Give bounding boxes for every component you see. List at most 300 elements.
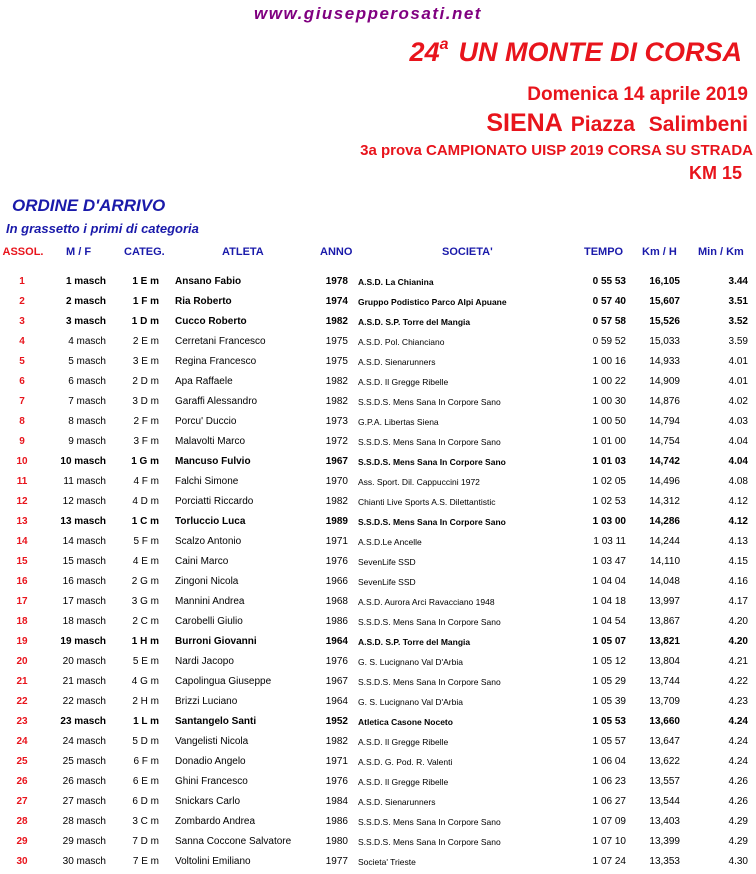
result-minkm: 4.08 bbox=[728, 476, 748, 487]
result-year: 1975 bbox=[325, 336, 348, 347]
result-year: 1976 bbox=[325, 556, 348, 567]
result-gender-rank: 5 masch bbox=[68, 356, 106, 367]
results-header bbox=[0, 246, 756, 262]
result-time: 1 05 57 bbox=[592, 736, 626, 747]
result-minkm: 4.23 bbox=[728, 696, 748, 707]
result-minkm: 4.12 bbox=[728, 496, 748, 507]
result-position: 7 bbox=[19, 396, 25, 407]
result-category: 6 F m bbox=[133, 756, 159, 767]
result-position: 6 bbox=[19, 376, 25, 387]
result-minkm: 4.13 bbox=[728, 536, 748, 547]
result-category: 5 F m bbox=[133, 536, 159, 547]
result-category: 2 F m bbox=[133, 416, 159, 427]
table-row bbox=[0, 752, 756, 772]
result-minkm: 4.26 bbox=[728, 776, 748, 787]
result-position: 17 bbox=[16, 596, 28, 607]
result-society: SevenLife SSD bbox=[358, 577, 416, 587]
result-time: 1 05 53 bbox=[592, 716, 626, 727]
result-time: 1 02 53 bbox=[592, 496, 626, 507]
result-category: 6 D m bbox=[132, 796, 159, 807]
result-kmh: 14,048 bbox=[649, 576, 680, 587]
result-kmh: 13,647 bbox=[649, 736, 680, 747]
result-gender-rank: 11 masch bbox=[63, 476, 106, 487]
result-society: S.S.D.S. Mens Sana In Corpore Sano bbox=[358, 457, 506, 467]
result-category: 1 C m bbox=[131, 516, 159, 527]
result-gender-rank: 16 masch bbox=[62, 576, 106, 587]
table-row bbox=[0, 652, 756, 672]
result-minkm: 4.16 bbox=[728, 576, 748, 587]
table-row bbox=[0, 392, 756, 412]
col-mf: M / F bbox=[66, 246, 92, 258]
result-time: 1 04 18 bbox=[592, 596, 626, 607]
result-time: 1 03 11 bbox=[593, 536, 626, 547]
result-athlete: Sanna Coccone Salvatore bbox=[175, 836, 292, 847]
result-gender-rank: 4 masch bbox=[68, 336, 106, 347]
result-kmh: 14,110 bbox=[650, 556, 680, 567]
result-gender-rank: 20 masch bbox=[62, 656, 106, 667]
championship-label: 3a prova CAMPIONATO UISP 2019 CORSA SU STRADA bbox=[360, 142, 753, 159]
result-kmh: 13,557 bbox=[649, 776, 680, 787]
result-year: 1952 bbox=[325, 716, 348, 727]
table-row bbox=[0, 512, 756, 532]
table-row bbox=[0, 592, 756, 612]
result-athlete: Capolingua Giuseppe bbox=[175, 676, 272, 687]
race-date: Domenica 14 aprile 2019 bbox=[527, 84, 748, 105]
result-gender-rank: 3 masch bbox=[65, 316, 106, 327]
result-minkm: 3.44 bbox=[728, 276, 748, 287]
table-row bbox=[0, 472, 756, 492]
table-row bbox=[0, 672, 756, 692]
result-minkm: 4.29 bbox=[728, 836, 748, 847]
result-gender-rank: 25 masch bbox=[62, 756, 106, 767]
result-gender-rank: 21 masch bbox=[62, 676, 106, 687]
result-time: 1 00 16 bbox=[592, 356, 626, 367]
col-kmh: Km / H bbox=[642, 246, 677, 258]
result-society: S.S.D.S. Mens Sana In Corpore Sano bbox=[358, 397, 501, 407]
result-time: 1 07 10 bbox=[592, 836, 626, 847]
result-position: 13 bbox=[16, 516, 28, 527]
result-society: Atletica Casone Noceto bbox=[358, 717, 453, 727]
result-athlete: Apa Raffaele bbox=[175, 376, 233, 387]
result-gender-rank: 18 masch bbox=[62, 616, 106, 627]
table-row bbox=[0, 312, 756, 332]
result-society: A.S.D. La Chianina bbox=[358, 277, 434, 287]
result-time: 1 07 09 bbox=[592, 816, 626, 827]
result-athlete: Donadio Angelo bbox=[175, 756, 246, 767]
result-athlete: Brizzi Luciano bbox=[175, 696, 238, 707]
result-year: 1976 bbox=[325, 776, 348, 787]
result-time: 1 02 05 bbox=[592, 476, 626, 487]
result-society: G. S. Lucignano Val D'Arbia bbox=[358, 697, 463, 707]
result-position: 16 bbox=[16, 576, 28, 587]
result-time: 0 57 58 bbox=[592, 316, 626, 327]
result-minkm: 4.30 bbox=[728, 856, 748, 867]
table-row bbox=[0, 412, 756, 432]
table-row bbox=[0, 812, 756, 832]
result-minkm: 3.59 bbox=[728, 336, 748, 347]
result-kmh: 14,794 bbox=[649, 416, 680, 427]
result-athlete: Porcu' Duccio bbox=[175, 416, 237, 427]
result-position: 5 bbox=[19, 356, 25, 367]
result-kmh: 13,821 bbox=[649, 636, 680, 647]
result-time: 1 01 03 bbox=[592, 456, 626, 467]
result-category: 4 D m bbox=[132, 496, 159, 507]
result-society: A.S.D. Sienarunners bbox=[358, 357, 436, 367]
result-time: 1 06 04 bbox=[592, 756, 626, 767]
result-year: 1966 bbox=[325, 576, 348, 587]
result-category: 5 D m bbox=[132, 736, 159, 747]
result-category: 4 F m bbox=[133, 476, 159, 487]
result-time: 1 06 27 bbox=[592, 796, 626, 807]
result-year: 1971 bbox=[325, 536, 348, 547]
result-society: A.S.D. G. Pod. R. Valenti bbox=[358, 757, 453, 767]
result-athlete: Santangelo Santi bbox=[175, 716, 257, 727]
result-position: 21 bbox=[16, 676, 28, 687]
result-gender-rank: 28 masch bbox=[62, 816, 106, 827]
result-minkm: 4.17 bbox=[728, 596, 748, 607]
result-gender-rank: 23 masch bbox=[60, 716, 106, 727]
result-kmh: 13,867 bbox=[649, 616, 680, 627]
result-kmh: 14,754 bbox=[649, 436, 680, 447]
result-position: 28 bbox=[16, 816, 28, 827]
result-gender-rank: 14 masch bbox=[62, 536, 106, 547]
race-name: UN MONTE DI CORSA bbox=[458, 37, 742, 67]
result-position: 27 bbox=[16, 796, 28, 807]
result-kmh: 13,709 bbox=[649, 696, 680, 707]
result-year: 1967 bbox=[325, 676, 348, 687]
result-position: 20 bbox=[16, 656, 28, 667]
result-category: 3 G m bbox=[131, 596, 159, 607]
result-minkm: 4.21 bbox=[728, 656, 748, 667]
result-athlete: Cerretani Francesco bbox=[175, 336, 266, 347]
result-year: 1972 bbox=[325, 436, 348, 447]
result-kmh: 14,909 bbox=[649, 376, 680, 387]
result-minkm: 4.15 bbox=[728, 556, 748, 567]
result-gender-rank: 15 masch bbox=[62, 556, 106, 567]
result-athlete: Cucco Roberto bbox=[175, 316, 247, 327]
result-category: 1 H m bbox=[131, 636, 159, 647]
result-kmh: 14,876 bbox=[649, 396, 680, 407]
result-year: 1984 bbox=[325, 796, 348, 807]
result-category: 4 E m bbox=[132, 556, 159, 567]
result-gender-rank: 29 masch bbox=[62, 836, 106, 847]
result-year: 1974 bbox=[325, 296, 348, 307]
result-position: 1 bbox=[19, 276, 25, 287]
result-kmh: 13,353 bbox=[649, 856, 680, 867]
result-kmh: 15,526 bbox=[649, 316, 680, 327]
result-year: 1982 bbox=[325, 376, 348, 387]
table-row bbox=[0, 452, 756, 472]
result-category: 1 E m bbox=[132, 276, 159, 287]
result-time: 1 06 23 bbox=[592, 776, 626, 787]
result-society: A.S.D. Aurora Arci Ravacciano 1948 bbox=[358, 597, 495, 607]
result-position: 4 bbox=[19, 336, 25, 347]
result-category: 2 C m bbox=[132, 616, 159, 627]
table-row bbox=[0, 732, 756, 752]
result-category: 2 E m bbox=[132, 336, 159, 347]
result-category: 6 E m bbox=[132, 776, 159, 787]
result-category: 3 C m bbox=[132, 816, 159, 827]
result-category: 2 D m bbox=[132, 376, 159, 387]
result-kmh: 15,033 bbox=[649, 336, 680, 347]
result-society: Chianti Live Sports A.S. Dilettantistic bbox=[358, 497, 496, 507]
result-position: 15 bbox=[16, 556, 28, 567]
result-kmh: 13,399 bbox=[649, 836, 680, 847]
result-society: A.S.D.Le Ancelle bbox=[358, 537, 422, 547]
result-minkm: 4.24 bbox=[728, 756, 748, 767]
race-place: Piazza Salimbeni bbox=[570, 113, 748, 136]
edition-superscript: a bbox=[439, 36, 449, 53]
result-time: 1 05 07 bbox=[592, 636, 626, 647]
result-category: 5 E m bbox=[132, 656, 159, 667]
result-gender-rank: 26 masch bbox=[62, 776, 106, 787]
table-row bbox=[0, 432, 756, 452]
result-year: 1986 bbox=[325, 816, 348, 827]
result-kmh: 13,804 bbox=[649, 656, 680, 667]
result-athlete: Snickars Carlo bbox=[175, 796, 241, 807]
result-minkm: 4.20 bbox=[728, 636, 748, 647]
result-position: 25 bbox=[16, 756, 28, 767]
result-time: 0 57 40 bbox=[592, 296, 626, 307]
table-row bbox=[0, 692, 756, 712]
result-kmh: 16,105 bbox=[649, 276, 680, 287]
result-position: 24 bbox=[16, 736, 28, 747]
result-time: 0 55 53 bbox=[592, 276, 626, 287]
result-society: A.S.D. S.P. Torre del Mangia bbox=[358, 637, 471, 647]
result-year: 1967 bbox=[325, 456, 348, 467]
table-row bbox=[0, 832, 756, 852]
result-kmh: 13,997 bbox=[649, 596, 680, 607]
col-year: ANNO bbox=[320, 246, 353, 258]
result-year: 1978 bbox=[325, 276, 348, 287]
result-year: 1982 bbox=[325, 396, 348, 407]
result-year: 1975 bbox=[325, 356, 348, 367]
result-athlete: Falchi Simone bbox=[175, 476, 239, 487]
result-society: A.S.D. Sienarunners bbox=[358, 797, 436, 807]
result-minkm: 3.51 bbox=[728, 296, 748, 307]
result-society: A.S.D. S.P. Torre del Mangia bbox=[358, 317, 471, 327]
result-position: 3 bbox=[19, 316, 25, 327]
result-society: Ass. Sport. Dil. Cappuccini 1972 bbox=[358, 477, 480, 487]
result-minkm: 4.22 bbox=[728, 676, 748, 687]
result-kmh: 14,933 bbox=[649, 356, 680, 367]
result-minkm: 4.01 bbox=[728, 356, 748, 367]
result-society: A.S.D. Pol. Chianciano bbox=[358, 337, 445, 347]
table-row bbox=[0, 792, 756, 812]
result-year: 1986 bbox=[325, 616, 348, 627]
result-time: 1 03 47 bbox=[592, 556, 626, 567]
result-category: 3 F m bbox=[133, 436, 159, 447]
table-row bbox=[0, 772, 756, 792]
result-category: 7 E m bbox=[132, 856, 159, 867]
result-position: 9 bbox=[19, 436, 25, 447]
result-gender-rank: 9 masch bbox=[68, 436, 106, 447]
result-society: SevenLife SSD bbox=[358, 557, 416, 567]
result-athlete: Ria Roberto bbox=[175, 296, 232, 307]
result-year: 1971 bbox=[325, 756, 348, 767]
result-year: 1976 bbox=[325, 656, 348, 667]
col-minkm: Min / Km bbox=[698, 246, 744, 258]
result-athlete: Porciatti Riccardo bbox=[175, 496, 254, 507]
result-position: 14 bbox=[16, 536, 28, 547]
result-position: 12 bbox=[16, 496, 28, 507]
result-kmh: 13,660 bbox=[649, 716, 680, 727]
result-time: 1 00 50 bbox=[592, 416, 626, 427]
result-position: 8 bbox=[19, 416, 25, 427]
result-athlete: Mannini Andrea bbox=[175, 596, 245, 607]
result-gender-rank: 2 masch bbox=[65, 296, 106, 307]
result-year: 1980 bbox=[325, 836, 348, 847]
result-minkm: 4.26 bbox=[728, 796, 748, 807]
result-kmh: 13,744 bbox=[649, 676, 680, 687]
result-athlete: Burroni Giovanni bbox=[175, 636, 257, 647]
result-year: 1964 bbox=[325, 636, 348, 647]
result-athlete: Voltolini Emiliano bbox=[175, 856, 251, 867]
result-athlete: Scalzo Antonio bbox=[175, 536, 242, 547]
result-time: 1 04 04 bbox=[592, 576, 626, 587]
result-position: 30 bbox=[16, 856, 28, 867]
table-row bbox=[0, 572, 756, 592]
result-year: 1982 bbox=[325, 316, 348, 327]
result-gender-rank: 1 masch bbox=[65, 276, 106, 287]
result-athlete: Malavolti Marco bbox=[175, 436, 246, 447]
result-athlete: Ansano Fabio bbox=[175, 276, 242, 287]
result-athlete: Mancuso Fulvio bbox=[175, 456, 251, 467]
table-row bbox=[0, 352, 756, 372]
result-category: 3 E m bbox=[132, 356, 159, 367]
result-year: 1973 bbox=[325, 416, 348, 427]
result-minkm: 4.04 bbox=[728, 436, 748, 447]
result-minkm: 4.29 bbox=[728, 816, 748, 827]
table-row bbox=[0, 332, 756, 352]
result-society: Societa' Trieste bbox=[358, 857, 416, 867]
result-minkm: 4.01 bbox=[728, 376, 748, 387]
result-category: 1 G m bbox=[131, 456, 159, 467]
race-location bbox=[486, 109, 748, 138]
result-society: S.S.D.S. Mens Sana In Corpore Sano bbox=[358, 837, 501, 847]
result-athlete: Caini Marco bbox=[175, 556, 229, 567]
col-cat: CATEG. bbox=[124, 246, 165, 258]
col-athlete: ATLETA bbox=[222, 246, 264, 258]
result-year: 1982 bbox=[325, 496, 348, 507]
result-minkm: 3.52 bbox=[728, 316, 748, 327]
result-time: 1 05 39 bbox=[592, 696, 626, 707]
result-category: 1 D m bbox=[131, 316, 159, 327]
result-kmh: 14,286 bbox=[649, 516, 680, 527]
table-row bbox=[0, 712, 756, 732]
result-athlete: Zombardo Andrea bbox=[175, 816, 256, 827]
result-time: 1 04 54 bbox=[592, 616, 626, 627]
result-society: S.S.D.S. Mens Sana In Corpore Sano bbox=[358, 617, 501, 627]
site-url[interactable]: www.giusepperosati.net bbox=[254, 4, 482, 23]
col-time: TEMPO bbox=[584, 246, 624, 258]
result-time: 1 03 00 bbox=[592, 516, 626, 527]
result-year: 1982 bbox=[325, 736, 348, 747]
result-position: 18 bbox=[16, 616, 28, 627]
table-row bbox=[0, 852, 756, 872]
table-row bbox=[0, 272, 756, 292]
result-minkm: 4.20 bbox=[728, 616, 748, 627]
result-society: S.S.D.S. Mens Sana In Corpore Sano bbox=[358, 677, 501, 687]
result-kmh: 13,403 bbox=[649, 816, 680, 827]
result-minkm: 4.04 bbox=[728, 456, 748, 467]
result-category: 3 D m bbox=[132, 396, 159, 407]
result-year: 1970 bbox=[325, 476, 348, 487]
result-gender-rank: 7 masch bbox=[68, 396, 106, 407]
result-gender-rank: 13 masch bbox=[60, 516, 106, 527]
result-gender-rank: 24 masch bbox=[62, 736, 106, 747]
result-athlete: Zingoni Nicola bbox=[175, 576, 239, 587]
result-position: 10 bbox=[16, 456, 28, 467]
table-row bbox=[0, 292, 756, 312]
result-time: 1 05 12 bbox=[592, 656, 626, 667]
result-athlete: Torluccio Luca bbox=[175, 516, 246, 527]
result-gender-rank: 6 masch bbox=[68, 376, 106, 387]
result-athlete: Carobelli Giulio bbox=[175, 616, 243, 627]
result-minkm: 4.24 bbox=[728, 716, 748, 727]
result-position: 26 bbox=[16, 776, 28, 787]
result-position: 29 bbox=[16, 836, 28, 847]
result-kmh: 14,312 bbox=[649, 496, 680, 507]
table-row bbox=[0, 492, 756, 512]
result-society: G. S. Lucignano Val D'Arbia bbox=[358, 657, 463, 667]
race-distance: KM 15 bbox=[688, 163, 742, 183]
result-society: A.S.D. Il Gregge Ribelle bbox=[358, 777, 449, 787]
result-minkm: 4.03 bbox=[728, 416, 748, 427]
result-minkm: 4.02 bbox=[728, 396, 748, 407]
result-position: 11 bbox=[16, 476, 28, 487]
result-society: A.S.D. Il Gregge Ribelle bbox=[358, 377, 449, 387]
result-kmh: 14,244 bbox=[649, 536, 680, 547]
result-year: 1989 bbox=[325, 516, 348, 527]
results-table bbox=[0, 272, 756, 872]
result-gender-rank: 19 masch bbox=[60, 636, 106, 647]
result-time: 1 00 30 bbox=[592, 396, 626, 407]
result-gender-rank: 27 masch bbox=[62, 796, 106, 807]
col-society: SOCIETA' bbox=[442, 246, 493, 258]
result-society: S.S.D.S. Mens Sana In Corpore Sano bbox=[358, 517, 506, 527]
result-year: 1964 bbox=[325, 696, 348, 707]
result-kmh: 13,622 bbox=[649, 756, 680, 767]
result-gender-rank: 8 masch bbox=[68, 416, 106, 427]
result-time: 1 00 22 bbox=[592, 376, 626, 387]
result-position: 22 bbox=[16, 696, 28, 707]
result-society: A.S.D. Il Gregge Ribelle bbox=[358, 737, 449, 747]
table-row bbox=[0, 532, 756, 552]
result-time: 1 05 29 bbox=[592, 676, 626, 687]
result-category: 1 F m bbox=[132, 296, 159, 307]
result-athlete: Vangelisti Nicola bbox=[175, 736, 249, 747]
result-time: 1 01 00 bbox=[592, 436, 626, 447]
result-gender-rank: 10 masch bbox=[60, 456, 106, 467]
result-category: 2 H m bbox=[132, 696, 159, 707]
result-position: 19 bbox=[16, 636, 28, 647]
result-minkm: 4.24 bbox=[728, 736, 748, 747]
result-position: 23 bbox=[16, 716, 28, 727]
result-athlete: Regina Francesco bbox=[175, 356, 257, 367]
result-athlete: Ghini Francesco bbox=[175, 776, 248, 787]
result-kmh: 13,544 bbox=[649, 796, 680, 807]
result-category: 2 G m bbox=[131, 576, 159, 587]
result-gender-rank: 17 masch bbox=[62, 596, 106, 607]
result-gender-rank: 12 masch bbox=[62, 496, 106, 507]
race-city: SIENA bbox=[486, 109, 563, 137]
result-society: S.S.D.S. Mens Sana In Corpore Sano bbox=[358, 817, 501, 827]
result-category: 1 L m bbox=[133, 716, 159, 727]
result-year: 1977 bbox=[325, 856, 348, 867]
result-kmh: 14,496 bbox=[649, 476, 680, 487]
result-time: 0 59 52 bbox=[592, 336, 626, 347]
